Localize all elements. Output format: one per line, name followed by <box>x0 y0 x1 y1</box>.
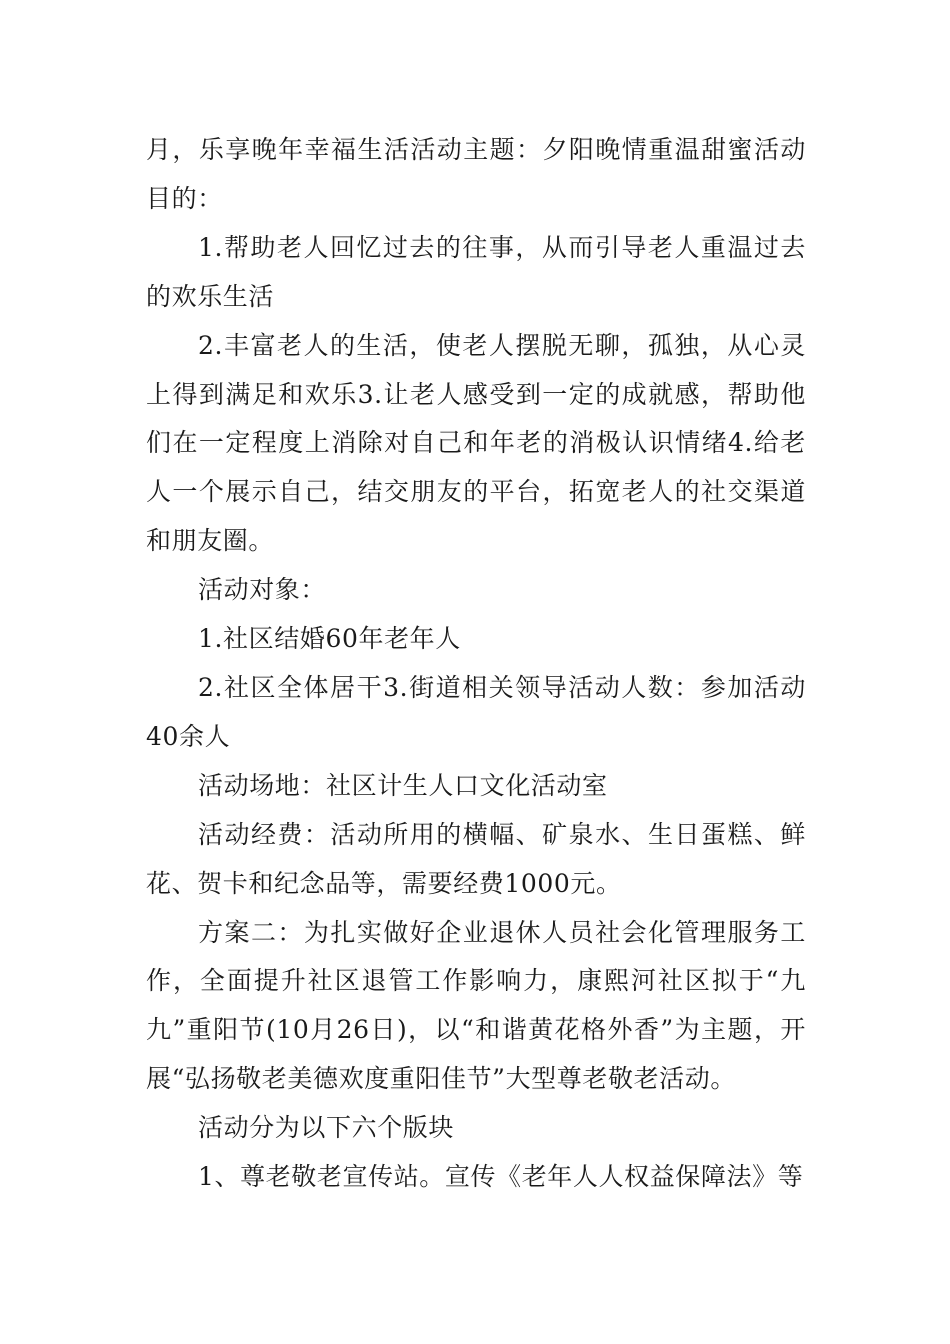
paragraph-venue: 活动场地：社区计生人口文化活动室 <box>198 770 608 800</box>
document-body <box>146 126 806 1202</box>
paragraph-target-1: 1.社区结婚60年老年人 <box>198 624 461 654</box>
paragraph-target-2-3: 2.社区全体居干3.街道相关领导活动人数：参加活动40余人 <box>146 672 806 751</box>
paragraph-activity-theme: 月，乐享晚年幸福生活活动主题：夕阳晚情重温甜蜜活动目的： <box>146 135 806 213</box>
paragraph-sections-heading: 活动分为以下六个版块 <box>198 1113 455 1143</box>
paragraph-plan-two: 方案二：为扎实做好企业退休人员社会化管理服务工作，全面提升社区退管工作影响力，康熙河社区拟于“九九”重阳节(10月26日)，以“和谐黄花格外香”为主题，开展“弘扬敬老美德欢度重阳佳节”大型尊老敬老活动。 <box>146 917 806 1094</box>
paragraph-section-1: 1、尊老敬老宣传站。宣传《老年人人权益保障法》等 <box>198 1162 804 1192</box>
paragraph-goal-2-4: 2.丰富老人的生活，使老人摆脱无聊，孤独，从心灵上得到满足和欢乐3.让老人感受到一定的成就感，帮助他们在一定程度上消除对自己和年老的消极认识情绪4.给老人一个展示自己，结交朋友的平台，拓宽老人的社交渠道和朋友圈。 <box>146 330 806 556</box>
paragraph-budget: 活动经费：活动所用的横幅、矿泉水、生日蛋糕、鲜花、贺卡和纪念品等，需要经费1000元。 <box>146 819 806 898</box>
paragraph-goal-1: 1.帮助老人回忆过去的往事，从而引导老人重温过去的欢乐生活 <box>146 232 806 311</box>
paragraph-target-heading: 活动对象： <box>198 575 327 605</box>
